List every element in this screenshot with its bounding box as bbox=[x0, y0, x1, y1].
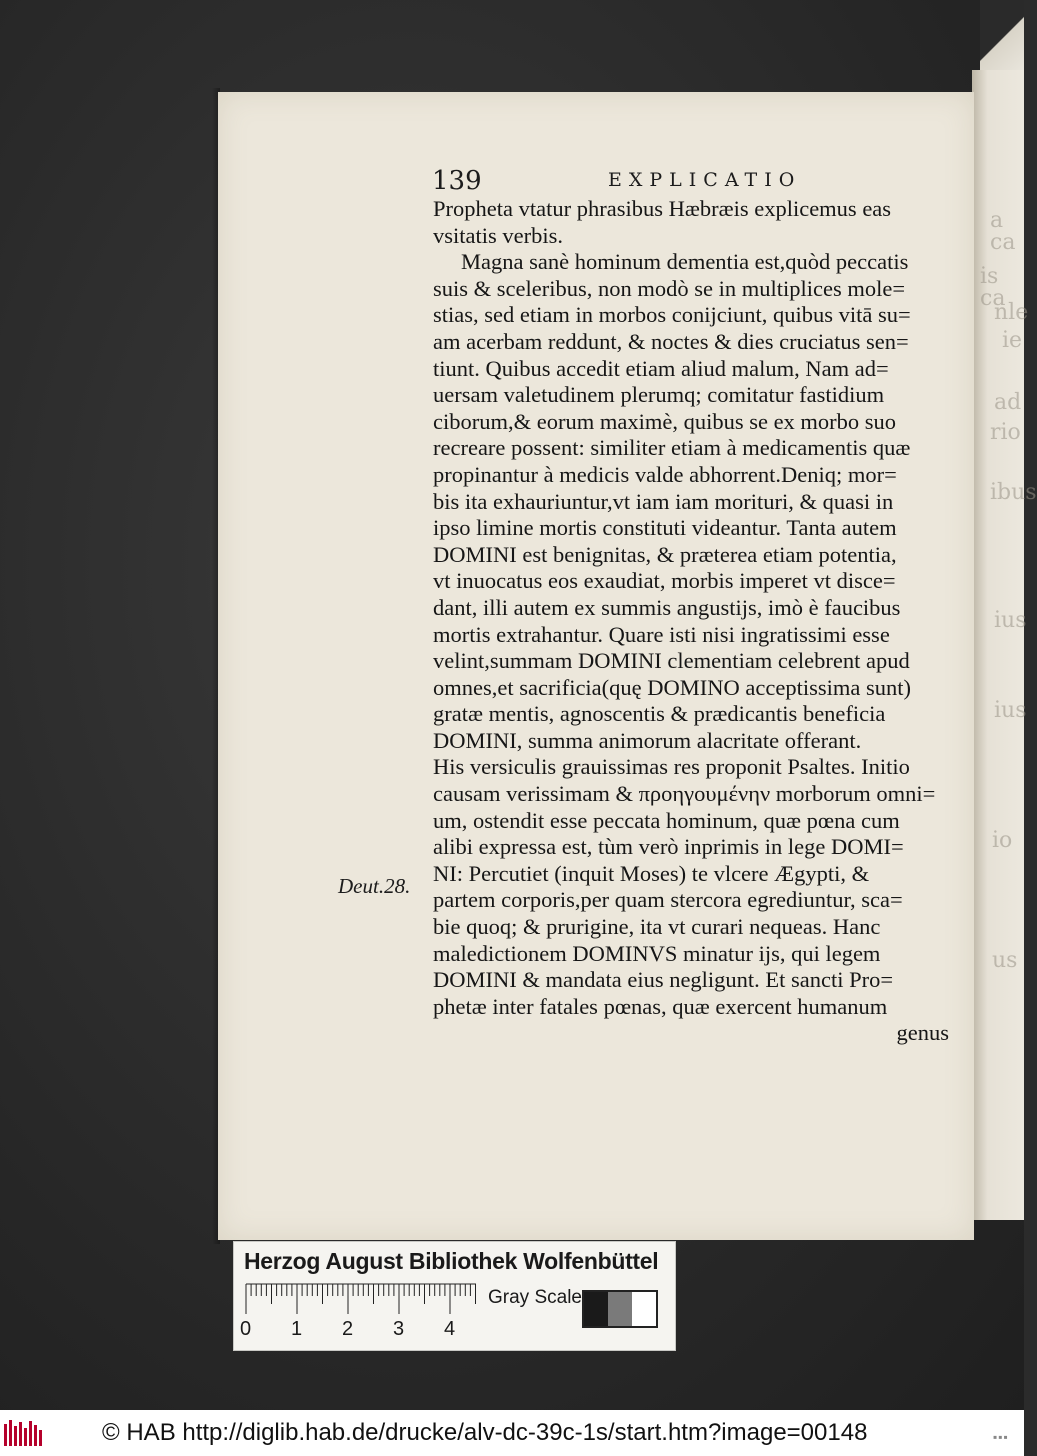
running-head-title: EXPLICATIO bbox=[608, 169, 802, 191]
hab-logo-icon bbox=[3, 1418, 43, 1450]
footer-url[interactable]: © HAB http://diglib.hab.de/drucke/alv-dc-39c-1s/start.htm?image=00148 bbox=[102, 1419, 868, 1446]
text-line: ciborum,& eorum maximè, quibus se ex morbo suo bbox=[433, 408, 897, 434]
show-through-fragment: a ca bbox=[990, 208, 1016, 255]
ruler-scale-label: 2 bbox=[342, 1318, 354, 1340]
next-page-edge bbox=[972, 70, 1037, 1220]
show-through-fragment: io bbox=[992, 828, 1013, 853]
text-line: stias, sed etiam in morbos conijciunt, quibus vitā su= bbox=[433, 302, 911, 328]
ruler-scale-label: 1 bbox=[291, 1318, 303, 1340]
ruler bbox=[244, 1282, 479, 1322]
show-through-fragment: us bbox=[992, 948, 1018, 973]
text-line: genus bbox=[896, 1020, 949, 1046]
show-through-fragment: ibus bbox=[990, 480, 1037, 505]
text-line: omnes,et sacrificia(quę DOMINO acceptissima sunt) bbox=[433, 674, 911, 700]
ruler-scale-label: 4 bbox=[444, 1318, 456, 1340]
library-name: Herzog August Bibliothek Wolfenbüttel bbox=[244, 1248, 659, 1274]
text-block bbox=[433, 196, 963, 1047]
footer-dots: ▪▪▪ bbox=[993, 1430, 1009, 1444]
margin-note: Deut.28. bbox=[338, 874, 411, 898]
text-line: Magna sanè hominum dementia est,quòd peccatis bbox=[461, 249, 909, 275]
text-line: um, ostendit esse peccata hominum, quæ pœna cum bbox=[433, 807, 900, 833]
grayscale-swatch bbox=[584, 1292, 608, 1326]
text-line: vt inuocatus eos exaudiat, morbis imperet vt disce= bbox=[433, 568, 896, 594]
show-through-fragment: ad bbox=[994, 390, 1022, 415]
ruler-scale-label: 3 bbox=[393, 1318, 405, 1340]
text-line: DOMINI, summa animorum alacritate offerant. bbox=[433, 727, 862, 753]
text-line: uersam valetudinem plerumq; comitatur fastidium bbox=[433, 382, 885, 408]
show-through-fragment: ius bbox=[994, 698, 1027, 723]
text-line: tiunt. Quibus accedit etiam aliud malum, Nam ad= bbox=[433, 355, 889, 381]
text-line: velint,summam DOMINI clementiam celebrent apud bbox=[433, 648, 910, 674]
text-line: His versiculis grauissimas res proponit Psaltes. Initio bbox=[433, 754, 910, 780]
show-through-fragment: ius bbox=[994, 608, 1027, 633]
text-line: propinantur à medicis valde abhorrent.Deniq; mor= bbox=[433, 461, 897, 487]
footer-bar bbox=[0, 1410, 1024, 1456]
text-line: ipso limine mortis constituti videantur. Tanta autem bbox=[433, 515, 897, 541]
show-through-fragment: ie bbox=[1002, 328, 1023, 353]
text-line: gratæ mentis, agnoscentis & prædicantis beneficia bbox=[433, 701, 886, 727]
show-through-fragment: nle bbox=[994, 300, 1029, 325]
text-line: vsitatis verbis. bbox=[433, 222, 563, 248]
text-line: mortis extrahantur. Quare isti nisi ingratissimi esse bbox=[433, 621, 890, 647]
running-head bbox=[432, 166, 812, 200]
text-line: am acerbam reddunt, & noctes & dies cruciatus sen= bbox=[433, 328, 909, 354]
grayscale-swatch bbox=[632, 1292, 656, 1326]
text-line: recreare possent: similiter etiam à medicamentis quæ bbox=[433, 435, 911, 461]
text-line: suis & sceleribus, non modò se in multiplices mole= bbox=[433, 275, 906, 301]
text-line: DOMINI est benignitas, & præterea etiam potentia, bbox=[433, 541, 897, 567]
text-line: Propheta vtatur phrasibus Hæbræis explicemus eas bbox=[433, 196, 892, 221]
text-line: phetæ inter fatales pœnas, quæ exercent humanum bbox=[433, 993, 888, 1019]
text-line: partem corporis,per quam stercora egrediuntur, sca= bbox=[433, 887, 903, 913]
text-line: NI: Percutiet (inquit Moses) te vlcere Ægypti, & bbox=[433, 860, 870, 886]
text-line: bie quoq; & prurigine, ita vt curari nequeas. Hanc bbox=[433, 914, 881, 940]
page-number: 139 bbox=[432, 166, 482, 196]
reference-card bbox=[233, 1241, 676, 1351]
text-line: dant, illi autem ex summis angustijs, imò è faucibus bbox=[433, 594, 901, 620]
ruler-scale-label: 0 bbox=[240, 1318, 252, 1340]
show-through-fragment: rio bbox=[990, 420, 1021, 445]
text-line: maledictionem DOMINVS minatur ijs, qui legem bbox=[433, 940, 881, 966]
text-line: alibi expressa est, tùm verò inprimis in lege DOMI= bbox=[433, 834, 904, 860]
text-line: causam verissimam & προηγουμένην morborum omni= bbox=[433, 781, 936, 807]
grayscale-swatch bbox=[608, 1292, 632, 1326]
text-line: DOMINI & mandata eius negligunt. Et sancti Pro= bbox=[433, 967, 894, 993]
grayscale-chart bbox=[582, 1290, 658, 1328]
show-through-fragment: is ca bbox=[980, 264, 1006, 311]
grayscale-label: Gray Scale bbox=[488, 1287, 582, 1308]
text-line: bis ita exhauriuntur,vt iam iam morituri, & quasi in bbox=[433, 488, 894, 514]
